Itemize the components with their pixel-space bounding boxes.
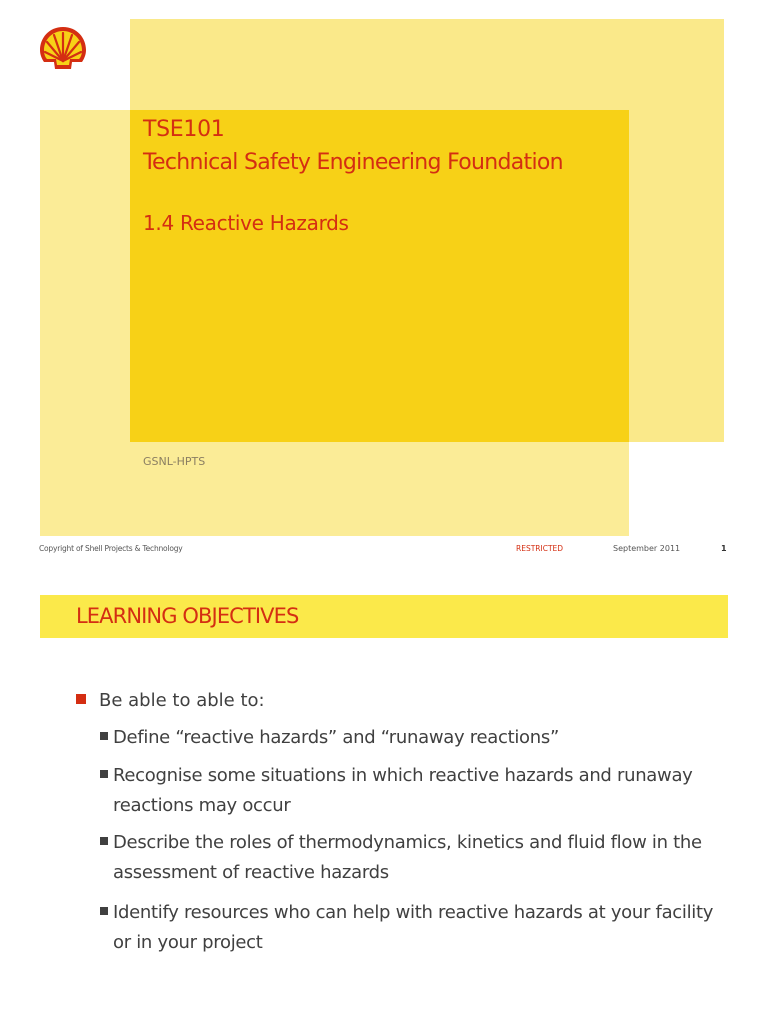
square-bullet-icon	[100, 837, 108, 845]
footer-classification: RESTRICTED	[516, 544, 564, 553]
sub-bullet-continuation: assessment of reactive hazards	[113, 862, 389, 883]
red-square-bullet-icon	[76, 694, 86, 704]
footer-copyright: Copyright of Shell Projects & Technology	[39, 544, 183, 553]
main-bullet-text: Be able to able to:	[99, 690, 265, 711]
organization-label: GSNL-HPTS	[143, 455, 206, 468]
square-bullet-icon	[100, 770, 108, 778]
sub-bullet-continuation: reactions may occur	[113, 795, 291, 816]
sub-bullet-text: Identify resources who can help with reactive hazards at your facility	[113, 902, 714, 923]
sub-bullet-2	[100, 761, 740, 821]
square-bullet-icon	[100, 732, 108, 740]
sub-bullet-4	[100, 898, 740, 958]
square-bullet-icon	[100, 907, 108, 915]
sub-bullet-text: Describe the roles of thermodynamics, kinetics and fluid flow in the	[113, 832, 702, 853]
sub-bullet-continuation: or in your project	[113, 932, 263, 953]
course-code: TSE101	[143, 117, 225, 142]
sub-bullet-text: Define “reactive hazards” and “runaway reactions”	[113, 727, 559, 748]
slide-header-title: LEARNING OBJECTIVES	[76, 604, 299, 628]
sub-bullet-text: Recognise some situations in which reactive hazards and runaway	[113, 765, 693, 786]
main-bullet	[76, 690, 265, 711]
shell-pecten-logo-icon	[37, 23, 89, 75]
objectives-slide	[0, 566, 768, 1024]
module-title: 1.4 Reactive Hazards	[143, 211, 349, 235]
sub-bullet-1	[100, 723, 740, 753]
sub-bullet-3	[100, 828, 740, 888]
course-title: Technical Safety Engineering Foundation	[143, 150, 563, 175]
footer-page-number: 1	[721, 544, 727, 553]
footer-date: September 2011	[613, 544, 681, 553]
